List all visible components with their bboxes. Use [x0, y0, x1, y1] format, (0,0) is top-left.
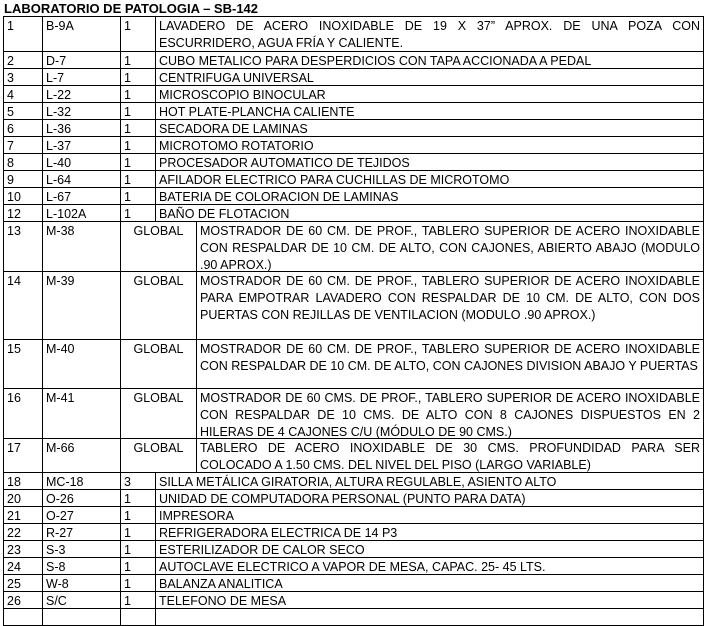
item-code: L-64 [42, 170, 121, 188]
row-number: 10 [3, 187, 43, 205]
table-row [4, 524, 704, 541]
table-row [4, 103, 704, 120]
item-code: L-67 [42, 187, 121, 205]
item-description: LAVADERO DE ACERO INOXIDABLE DE 19 X 37” APROX. DE UNA POZA CON ESCURRIDERO, AGUA FRÍA Y CALIENTE. [155, 16, 704, 52]
table-row [4, 154, 704, 171]
item-quantity: 1 [120, 557, 156, 575]
item-quantity: GLOBAL [120, 339, 197, 389]
item-description: HOT PLATE-PLANCHA CALIENTE [155, 102, 704, 120]
item-quantity: 1 [120, 187, 156, 205]
table-row [4, 490, 704, 507]
item-description: CENTRIFUGA UNIVERSAL [155, 68, 704, 86]
row-number: 1 [3, 16, 43, 52]
table-row [4, 507, 704, 524]
table-row [4, 205, 704, 222]
item-description: PROCESADOR AUTOMATICO DE TEJIDOS [155, 153, 704, 171]
row-number: 3 [3, 68, 43, 86]
row-number: 21 [3, 506, 43, 524]
table-row [4, 272, 704, 340]
item-code: S-3 [42, 540, 121, 558]
item-quantity: 1 [120, 591, 156, 609]
item-code: L-22 [42, 85, 121, 103]
item-code: S/C [42, 591, 121, 609]
row-number: 23 [3, 540, 43, 558]
item-description: BALANZA ANALITICA [155, 574, 704, 592]
table-row [4, 137, 704, 154]
table-row [4, 171, 704, 188]
row-number: 12 [3, 204, 43, 222]
row-number: 2 [3, 51, 43, 69]
item-quantity [120, 608, 156, 626]
table-row [4, 473, 704, 490]
item-code: R-27 [42, 523, 121, 541]
item-code: W-8 [42, 574, 121, 592]
item-quantity: 1 [120, 489, 156, 507]
item-quantity: 1 [120, 506, 156, 524]
item-description: BAÑO DE FLOTACION [155, 204, 704, 222]
table-row [4, 86, 704, 103]
table-row [4, 541, 704, 558]
item-quantity: 1 [120, 16, 156, 52]
row-number: 20 [3, 489, 43, 507]
item-description: ESTERILIZADOR DE CALOR SECO [155, 540, 704, 558]
item-code [42, 608, 121, 626]
equipment-table [4, 17, 704, 626]
item-code: L-32 [42, 102, 121, 120]
item-code: S-8 [42, 557, 121, 575]
page-title: LABORATORIO DE PATOLOGIA – SB-142 [4, 1, 259, 16]
row-number: 22 [3, 523, 43, 541]
row-number: 9 [3, 170, 43, 188]
item-quantity: GLOBAL [120, 221, 197, 272]
row-number: 5 [3, 102, 43, 120]
item-quantity: 1 [120, 170, 156, 188]
item-code: O-26 [42, 489, 121, 507]
row-number: 16 [3, 388, 43, 439]
item-description: MICROSCOPIO BINOCULAR [155, 85, 704, 103]
item-code: M-40 [42, 339, 121, 389]
item-code: L-40 [42, 153, 121, 171]
row-number: 25 [3, 574, 43, 592]
row-number: 15 [3, 339, 43, 389]
item-description: IMPRESORA [155, 506, 704, 524]
item-code: D-7 [42, 51, 121, 69]
table-row [4, 188, 704, 205]
table-row [4, 17, 704, 52]
item-code: L-36 [42, 119, 121, 137]
table-row [4, 575, 704, 592]
item-description: BATERIA DE COLORACION DE LAMINAS [155, 187, 704, 205]
item-description: UNIDAD DE COMPUTADORA PERSONAL (PUNTO PARA DATA) [155, 489, 704, 507]
table-row [4, 52, 704, 69]
item-description: MICROTOMO ROTATORIO [155, 136, 704, 154]
item-quantity: 3 [120, 472, 156, 490]
row-number: 6 [3, 119, 43, 137]
table-row [4, 340, 704, 389]
item-description: AUTOCLAVE ELECTRICO A VAPOR DE MESA, CAPAC. 25- 45 LTS. [155, 557, 704, 575]
item-description: REFRIGERADORA ELECTRICA DE 14 P3 [155, 523, 704, 541]
row-number: 4 [3, 85, 43, 103]
item-code: L-7 [42, 68, 121, 86]
item-description: MOSTRADOR DE 60 CMS. DE PROF., TABLERO SUPERIOR DE ACERO INOXIDABLE CON RESPALDAR DE 10 CMS. DE ALTO CON 8 CAJONES DISPUESTOS EN 2 HILERAS DE 4 CAJONES C/U (MÓDULO DE 90 CMS.) [196, 388, 704, 439]
item-description: AFILADOR ELECTRICO PARA CUCHILLAS DE MICROTOMO [155, 170, 704, 188]
item-quantity: 1 [120, 574, 156, 592]
item-quantity: 1 [120, 85, 156, 103]
table-row [4, 120, 704, 137]
table-row [4, 592, 704, 609]
item-quantity: 1 [120, 119, 156, 137]
item-description: CUBO METALICO PARA DESPERDICIOS CON TAPA ACCIONADA A PEDAL [155, 51, 704, 69]
row-number: 14 [3, 271, 43, 340]
item-description [155, 608, 704, 626]
item-description: SECADORA DE LAMINAS [155, 119, 704, 137]
item-description: MOSTRADOR DE 60 CM. DE PROF., TABLERO SUPERIOR DE ACERO INOXIDABLE PARA EMPOTRAR LAVADERO CON RESPALDAR DE 10 CM. DE ALTO, CON DOS PUERTAS CON REJILLAS DE VENTILACION (MODULO .90 APROX.) [196, 271, 704, 340]
item-quantity: 1 [120, 136, 156, 154]
item-quantity: 1 [120, 153, 156, 171]
item-description: MOSTRADOR DE 60 CM. DE PROF., TABLERO SUPERIOR DE ACERO INOXIDABLE CON RESPALDAR DE 10 CM. DE ALTO, CON CAJONES, ABIERTO ABAJO (MODULO .90 APROX.) [196, 221, 704, 272]
row-number: 24 [3, 557, 43, 575]
item-quantity: 1 [120, 102, 156, 120]
table-row [4, 558, 704, 575]
item-quantity: GLOBAL [120, 271, 197, 340]
table-row [4, 439, 704, 473]
item-quantity: 1 [120, 51, 156, 69]
item-quantity: GLOBAL [120, 438, 197, 473]
table-row [4, 69, 704, 86]
item-code: M-39 [42, 271, 121, 340]
row-number: 17 [3, 438, 43, 473]
row-number: 26 [3, 591, 43, 609]
item-code: L-37 [42, 136, 121, 154]
table-row [4, 222, 704, 272]
item-code: B-9A [42, 16, 121, 52]
item-code: M-38 [42, 221, 121, 272]
item-quantity: 1 [120, 540, 156, 558]
item-description: SILLA METÁLICA GIRATORIA, ALTURA REGULABLE, ASIENTO ALTO [155, 472, 704, 490]
item-code: M-66 [42, 438, 121, 473]
item-quantity: 1 [120, 204, 156, 222]
row-number: 18 [3, 472, 43, 490]
item-quantity: GLOBAL [120, 388, 197, 439]
item-description: TELEFONO DE MESA [155, 591, 704, 609]
row-number: 8 [3, 153, 43, 171]
row-number: 13 [3, 221, 43, 272]
item-quantity: 1 [120, 68, 156, 86]
item-code: M-41 [42, 388, 121, 439]
row-number: 7 [3, 136, 43, 154]
row-number [3, 608, 43, 626]
item-quantity: 1 [120, 523, 156, 541]
table-row [4, 389, 704, 439]
table-row [4, 609, 704, 626]
item-description: MOSTRADOR DE 60 CM. DE PROF., TABLERO SUPERIOR DE ACERO INOXIDABLE CON RESPALDAR DE 10 CM. DE ALTO, CON CAJONES DIVISION ABAJO Y PUERTAS [196, 339, 704, 389]
item-description: TABLERO DE ACERO INOXIDABLE DE 30 CMS. PROFUNDIDAD PARA SER COLOCADO A 1.50 CMS. DEL NIVEL DEL PISO (LARGO VARIABLE) [196, 438, 704, 473]
item-code: O-27 [42, 506, 121, 524]
item-code: L-102A [42, 204, 121, 222]
item-code: MC-18 [42, 472, 121, 490]
